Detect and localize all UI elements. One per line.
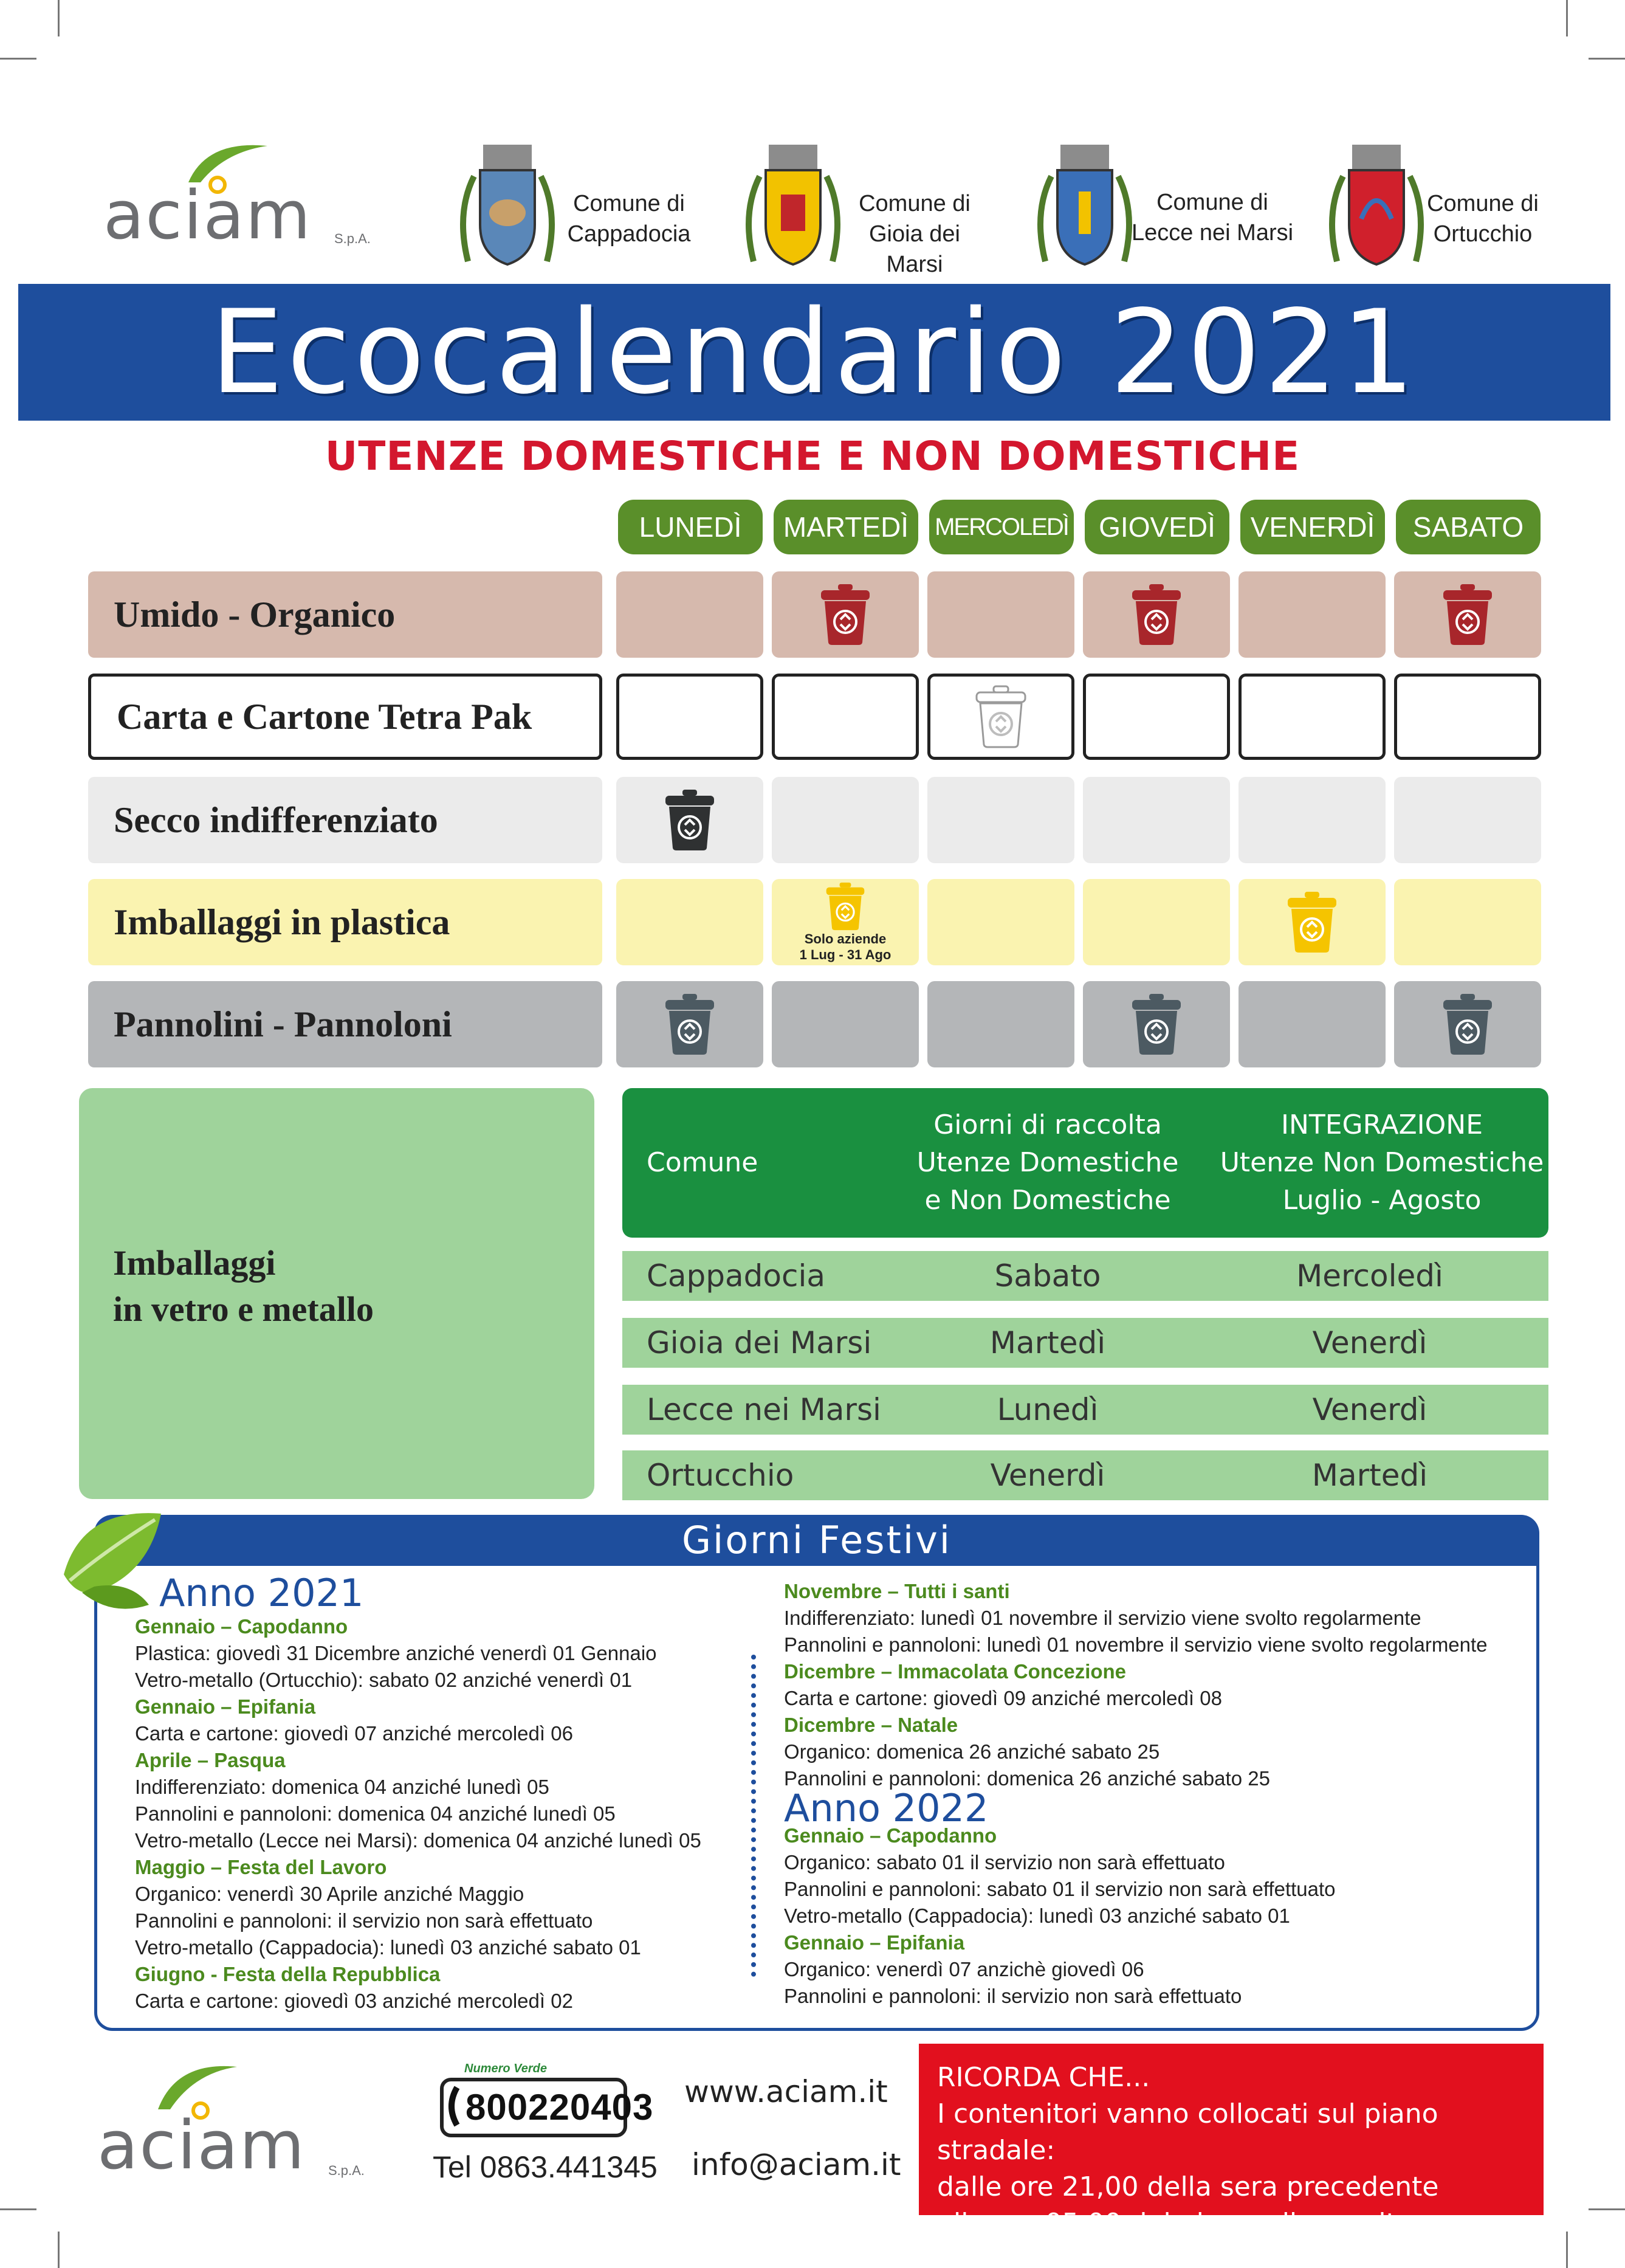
crop-mark	[1566, 0, 1568, 36]
schedule-cell	[927, 879, 1074, 965]
schedule-cell	[1083, 981, 1230, 1067]
holiday-heading: Gennaio – Epifania	[784, 1931, 965, 1954]
waste-bin-icon	[817, 583, 873, 646]
holiday-heading: Aprile – Pasqua	[135, 1749, 286, 1771]
crop-mark	[0, 2208, 36, 2210]
glass-label-line1: Imballaggi	[113, 1243, 276, 1283]
ricorda-line: I contenitori vanno collocati sul piano stradale:	[937, 2098, 1438, 2166]
festivi-title: Giorni Festivi	[681, 1518, 952, 1562]
crop-mark	[1589, 2208, 1625, 2210]
waste-bin-icon	[662, 788, 718, 852]
schedule-cell	[616, 879, 763, 965]
schedule-cell	[616, 674, 763, 760]
schedule-cell	[1394, 777, 1541, 863]
schedule-cell	[616, 777, 763, 863]
glass-table-header	[622, 1088, 1548, 1238]
ricorda-notice	[919, 2044, 1544, 2239]
schedule-cell	[1394, 981, 1541, 1067]
schedule-cell	[772, 981, 919, 1067]
holiday-heading: Gennaio – Capodanno	[784, 1824, 997, 1847]
comune-ortucchio	[1325, 140, 1568, 274]
plastic-note-line2: 1 Lug - 31 Ago	[799, 947, 892, 962]
glass-table-row	[622, 1318, 1548, 1368]
day-thursday: GIOVEDÌ	[1085, 500, 1229, 554]
holiday-detail: Pannolini e pannoloni: sabato 01 il servizio non sarà effettuato	[784, 1878, 1336, 1900]
aciam-logo-suffix: S.p.A.	[334, 231, 371, 246]
schedule-cell	[772, 777, 919, 863]
holiday-detail: Organico: venerdì 30 Aprile anziché Maggio	[135, 1883, 524, 1905]
holiday-detail: Organico: venerdì 07 anzichè giovedì 06	[784, 1958, 1144, 1980]
holiday-detail: Pannolini e pannoloni: domenica 04 anziché lunedì 05	[135, 1802, 616, 1825]
schedule-cell	[1239, 879, 1386, 965]
ricorda-line: alle ore 05,00 del giorno di raccolta.	[937, 2208, 1421, 2239]
festivi-2021-right-column	[784, 1578, 1537, 1792]
schedule-cell	[772, 571, 919, 658]
schedule-cell	[1239, 571, 1386, 658]
schedule-cell	[1394, 879, 1541, 965]
title-banner	[18, 284, 1610, 421]
day-tuesday: MARTEDÌ	[774, 500, 918, 554]
row-comune: Gioia dei Marsi	[647, 1325, 872, 1360]
schedule-cell	[1394, 571, 1541, 658]
row-comune: Ortucchio	[647, 1458, 794, 1493]
schedule-cell	[1083, 879, 1230, 965]
schedule-cell	[616, 981, 763, 1067]
row-integrazione: Venerdì	[1312, 1325, 1427, 1360]
waste-bin-icon	[1129, 583, 1184, 646]
holiday-heading: Dicembre – Natale	[784, 1714, 958, 1736]
row-integrazione: Venerdì	[1312, 1392, 1427, 1427]
schedule-cell	[1083, 777, 1230, 863]
holiday-detail: Carta e cartone: giovedì 07 anziché mercoledì 06	[135, 1722, 573, 1745]
holiday-detail: Vetro-metallo (Lecce nei Marsi): domenica 04 anziché lunedì 05	[135, 1829, 701, 1852]
coat-of-arms-icon	[741, 140, 845, 274]
comune-label: Comune di	[859, 191, 971, 216]
holiday-detail: Pannolini e pannoloni: il servizio non sarà effettuato	[135, 1909, 593, 1932]
email-link[interactable]: info@aciam.it	[692, 2147, 901, 2182]
waste-type-label: Imballaggi in plastica	[88, 879, 602, 965]
waste-type-label: Secco indifferenziato	[88, 777, 602, 863]
row-giorno: Martedì	[989, 1325, 1106, 1360]
schedule-cell	[772, 879, 919, 965]
schedule-cell	[1239, 777, 1386, 863]
col-comune-header: Comune	[647, 1147, 758, 1178]
crop-mark	[58, 2232, 60, 2268]
holiday-detail: Vetro-metallo (Cappadocia): lunedì 03 anziché sabato 01	[135, 1936, 641, 1959]
comune-name: Lecce nei Marsi	[1131, 220, 1294, 246]
coat-of-arms-icon	[1033, 140, 1136, 274]
waste-bin-icon	[1440, 993, 1496, 1056]
waste-bin-icon	[1284, 891, 1340, 954]
day-friday: VENERDÌ	[1240, 500, 1385, 554]
holiday-detail: Carta e cartone: giovedì 03 anziché mercoledì 02	[135, 1990, 573, 2012]
schedule-cell	[1083, 571, 1230, 658]
page-title: Ecocalendario 2021	[210, 285, 1418, 419]
schedule-cell	[927, 674, 1074, 760]
schedule-cell	[772, 674, 919, 760]
day-wednesday: MERCOLEDÌ	[929, 500, 1074, 554]
col-giorni-header-line3: e Non Domestiche	[924, 1185, 1171, 1216]
waste-type-label: Umido - Organico	[88, 571, 602, 658]
glass-table-row	[622, 1251, 1548, 1301]
col-integrazione-header-line3: Luglio - Agosto	[1282, 1185, 1482, 1216]
ricorda-title: RICORDA CHE...	[937, 2062, 1150, 2093]
anno-2022-heading: Anno 2022	[784, 1786, 989, 1830]
page-subtitle: UTENZE DOMESTICHE E NON DOMESTICHE	[325, 433, 1300, 480]
crop-mark	[1589, 58, 1625, 60]
row-giorno: Lunedì	[997, 1392, 1099, 1427]
comune-label: Comune di	[573, 191, 685, 216]
footer-logo-suffix: S.p.A.	[328, 2163, 365, 2178]
coat-of-arms-icon	[1325, 140, 1428, 274]
holiday-heading: Gennaio – Capodanno	[135, 1615, 348, 1638]
day-saturday: SABATO	[1396, 500, 1541, 554]
crop-mark	[58, 0, 60, 36]
holiday-detail: Pannolini e pannoloni: lunedì 01 novembre il servizio viene svolto regolarmente	[784, 1633, 1488, 1656]
waste-bin-icon	[973, 685, 1029, 748]
col-integrazione-header-line1: INTEGRAZIONE	[1280, 1109, 1483, 1140]
crop-mark	[1566, 2232, 1568, 2268]
website-link[interactable]: www.aciam.it	[684, 2074, 888, 2109]
holiday-detail: Vetro-metallo (Ortucchio): sabato 02 anziché venerdì 01	[135, 1669, 633, 1691]
row-giorno: Sabato	[994, 1258, 1101, 1294]
waste-bin-icon	[662, 993, 718, 1056]
day-monday: LUNEDÌ	[618, 500, 763, 554]
schedule-cell	[1083, 674, 1230, 760]
schedule-cell	[927, 777, 1074, 863]
holiday-detail: Pannolini e pannoloni: domenica 26 anziché sabato 25	[784, 1767, 1270, 1790]
comune-cappadocia	[450, 140, 705, 274]
glass-metal-box	[79, 1088, 594, 1499]
plastic-note-line1: Solo aziende	[804, 931, 887, 946]
telephone-number[interactable]: Tel 0863.441345	[433, 2150, 658, 2184]
waste-bin-icon	[1129, 993, 1184, 1056]
schedule-cell	[1394, 674, 1541, 760]
numero-verde-box	[440, 2062, 654, 2137]
aciam-logo-text: aciam	[103, 176, 312, 254]
holiday-detail: Plastica: giovedì 31 Dicembre anziché venerdì 01 Gennaio	[135, 1642, 657, 1664]
footer-logo-text: aciam	[97, 2106, 306, 2184]
glass-table-row	[622, 1450, 1548, 1500]
comune-name: Gioia dei Marsi	[869, 221, 960, 277]
numero-verde-number[interactable]: 800220403	[466, 2087, 654, 2128]
aciam-logo	[103, 134, 395, 255]
coat-of-arms-icon	[456, 140, 559, 274]
anno-2021-heading: Anno 2021	[159, 1571, 364, 1615]
row-comune: Lecce nei Marsi	[647, 1392, 881, 1427]
holiday-detail: Organico: sabato 01 il servizio non sarà effettuato	[784, 1851, 1225, 1873]
comune-lecce-nei-marsi	[1033, 140, 1294, 274]
phone-frame	[440, 2078, 654, 2137]
holiday-detail: Indifferenziato: lunedì 01 novembre il servizio viene svolto regolarmente	[784, 1607, 1421, 1629]
waste-bin-icon	[823, 881, 867, 931]
holiday-detail: Indifferenziato: domenica 04 anziché lunedì 05	[135, 1776, 549, 1798]
row-comune: Cappadocia	[647, 1258, 826, 1294]
comune-name: Cappadocia	[567, 221, 691, 247]
holiday-heading: Novembre – Tutti i santi	[784, 1580, 1010, 1602]
holiday-detail: Pannolini e pannoloni: il servizio non sarà effettuato	[784, 1985, 1242, 2007]
phone-handset-icon	[445, 2085, 461, 2128]
schedule-cell	[616, 571, 763, 658]
holiday-heading: Maggio – Festa del Lavoro	[135, 1856, 387, 1878]
dotted-divider	[751, 1655, 756, 1977]
schedule-cell	[927, 981, 1074, 1067]
festivi-2021-left-column	[135, 1613, 779, 2015]
crop-mark	[0, 58, 36, 60]
col-giorni-header-line2: Utenze Domestiche	[916, 1147, 1179, 1178]
holiday-detail: Vetro-metallo (Cappadocia): lunedì 03 anziché sabato 01	[784, 1904, 1290, 1927]
col-integrazione-header-line2: Utenze Non Domestiche	[1220, 1147, 1544, 1178]
holiday-heading: Dicembre – Immacolata Concezione	[784, 1660, 1127, 1683]
holiday-heading: Giugno - Festa della Repubblica	[135, 1963, 441, 1985]
glass-table-row	[622, 1385, 1548, 1435]
comune-name: Ortucchio	[1433, 221, 1533, 247]
ricorda-line: dalle ore 21,00 della sera precedente	[937, 2171, 1439, 2202]
col-giorni-header-line1: Giorni di raccolta	[933, 1109, 1162, 1140]
footer-aciam-logo	[97, 2055, 389, 2188]
glass-label-line2: in vetro e metallo	[113, 1289, 374, 1329]
comune-label: Comune di	[1427, 191, 1539, 216]
row-giorno: Venerdì	[990, 1458, 1105, 1493]
row-integrazione: Mercoledì	[1296, 1258, 1443, 1294]
holiday-detail: Organico: domenica 26 anziché sabato 25	[784, 1740, 1160, 1763]
schedule-cell	[1239, 981, 1386, 1067]
festivi-header	[94, 1515, 1539, 1566]
comune-label: Comune di	[1156, 190, 1268, 215]
waste-type-label: Carta e Cartone Tetra Pak	[88, 674, 602, 760]
row-integrazione: Martedì	[1311, 1458, 1428, 1493]
schedule-cell	[927, 571, 1074, 658]
comune-gioia-dei-marsi	[735, 140, 991, 277]
schedule-cell	[1239, 674, 1386, 760]
festivi-2022-column	[784, 1822, 1537, 2010]
numero-verde-label: Numero Verde	[464, 2062, 547, 2075]
waste-type-label: Pannolini - Pannoloni	[88, 981, 602, 1067]
waste-bin-icon	[1440, 583, 1496, 646]
holiday-heading: Gennaio – Epifania	[135, 1695, 316, 1718]
holiday-detail: Carta e cartone: giovedì 09 anziché mercoledì 08	[784, 1687, 1222, 1709]
leaf-icon	[58, 1501, 167, 1617]
